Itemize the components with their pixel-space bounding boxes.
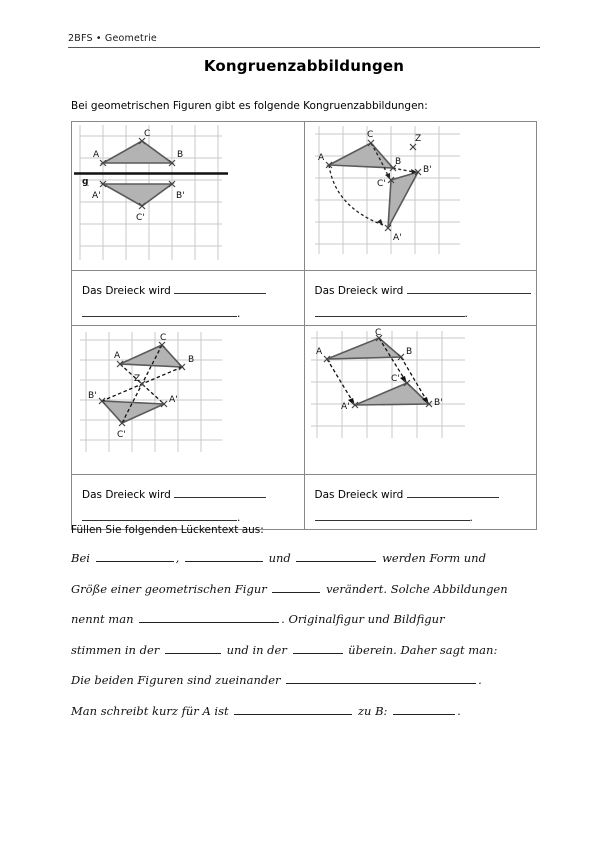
triangle-original — [120, 345, 182, 367]
caption-translation — [305, 475, 537, 529]
gaptext-text: werden Form und — [382, 551, 486, 565]
caption-axis-reflection — [72, 271, 304, 325]
gaptext-text: stimmen in der — [71, 642, 160, 657]
gaptext-text: verändert. Solche Abbildungen — [326, 581, 508, 596]
caption-cell-point-reflection — [72, 475, 305, 530]
label-C-prime: C' — [136, 213, 145, 223]
page-title: Kongruenzabbildungen — [203, 57, 405, 75]
caption-rotation — [305, 271, 537, 325]
figure-cell-translation — [304, 326, 537, 475]
triangle-original — [103, 141, 172, 163]
caption-second-line: . — [315, 508, 537, 529]
gaptext-body — [71, 543, 541, 726]
caption-lead: Das Dreieck wird — [82, 489, 171, 501]
gaptext-text: und in der — [226, 642, 287, 657]
label-B-prime: B' — [176, 191, 185, 201]
gaptext-heading: Füllen Sie folgenden Lückentext aus: — [71, 524, 264, 536]
label-A: A — [315, 347, 322, 357]
label-A-prime: A' — [169, 395, 178, 405]
gaptext-text: nennt man — [71, 612, 134, 626]
label-A-prime: A' — [340, 402, 350, 412]
figure-axis-reflection — [72, 122, 304, 270]
label-A: A — [114, 351, 121, 361]
caption-lead: Das Dreieck wird — [314, 285, 404, 297]
answer-blank[interactable] — [174, 284, 266, 294]
gap-blank-9[interactable] — [234, 704, 352, 714]
label-C: C — [160, 333, 167, 343]
gap-blank-3[interactable] — [296, 552, 376, 562]
label-C-prime: C' — [390, 374, 400, 384]
vertex-labels — [82, 129, 185, 223]
gaptext-text: Bei — [71, 551, 90, 565]
gap-blank-5[interactable] — [139, 613, 279, 623]
gaptext-text: . — [478, 673, 482, 687]
gaptext-line-2 — [71, 574, 541, 605]
answer-blank[interactable] — [407, 488, 499, 498]
label-C: C — [366, 130, 373, 140]
answer-blank[interactable] — [407, 284, 531, 294]
gaptext-text: zu B: — [357, 703, 388, 718]
label-C-prime: C' — [117, 430, 126, 440]
label-B-prime: B' — [422, 165, 432, 175]
gaptext-text: Die beiden Figuren sind zueinander — [71, 673, 281, 687]
gap-blank-2[interactable] — [185, 552, 263, 562]
gaptext-text: . — [457, 703, 461, 718]
label-B: B — [405, 347, 412, 357]
caption-cell-translation — [304, 475, 537, 530]
figure-cell-point-reflection — [72, 326, 305, 475]
gap-blank-6[interactable] — [165, 643, 221, 653]
label-B: B — [394, 157, 401, 167]
gap-blank-8[interactable] — [286, 674, 476, 684]
label-B-prime: B' — [88, 391, 97, 401]
gap-blank-1[interactable] — [96, 552, 174, 562]
figure-translation — [305, 326, 537, 474]
answer-blank[interactable] — [174, 488, 266, 498]
figure-cell-axis-reflection — [72, 122, 305, 271]
gaptext-text: Man schreibt kurz für A ist — [71, 703, 229, 718]
gaptext-text: . Originalfigur und Bildfigur — [281, 612, 445, 626]
point-reflection-drawing — [72, 326, 304, 474]
figure-point-reflection — [72, 326, 304, 474]
grid-lines — [315, 126, 460, 254]
caption-lead: Das Dreieck wird — [314, 489, 404, 501]
gap-blank-4[interactable] — [272, 582, 320, 592]
label-A-prime: A' — [392, 233, 402, 243]
gaptext-line-5 — [71, 665, 541, 696]
page-header — [68, 33, 540, 48]
figure-rotation — [305, 122, 537, 270]
intro-text: Bei geometrischen Figuren gibt es folgende Kongruenzabbildungen: — [71, 100, 428, 112]
caption-second-line: . — [82, 304, 304, 325]
gaptext-text: und — [268, 551, 291, 565]
gaptext-line-6 — [71, 696, 541, 727]
gaptext-text: Größe einer geometrischen Figur — [71, 581, 267, 596]
label-B: B — [188, 355, 195, 365]
figure-cell-rotation — [304, 122, 537, 271]
caption-second-line: . — [82, 508, 304, 529]
caption-point-reflection — [72, 475, 304, 529]
gaptext-line-1 — [71, 543, 541, 574]
label-B: B — [177, 150, 184, 160]
answer-blank[interactable] — [82, 511, 237, 521]
axis-reflection-drawing — [72, 122, 304, 270]
label-Z: Z — [134, 374, 141, 384]
label-C-prime: C' — [376, 179, 386, 189]
gap-blank-10[interactable] — [393, 704, 455, 714]
label-A-prime: A' — [92, 191, 101, 201]
gaptext-text: , — [175, 551, 180, 565]
course-label: 2BFS • Geometrie — [68, 33, 157, 44]
gaptext-line-4 — [71, 635, 541, 666]
triangle-image — [103, 184, 172, 206]
label-C: C — [144, 129, 151, 139]
translation-drawing — [305, 326, 537, 474]
answer-blank[interactable] — [315, 511, 470, 521]
label-B-prime: B' — [433, 398, 443, 408]
caption-second-line: . — [315, 304, 537, 325]
label-A: A — [317, 153, 324, 163]
gap-blank-7[interactable] — [293, 643, 343, 653]
caption-lead: Das Dreieck wird — [82, 285, 171, 297]
gaptext-line-3 — [71, 604, 541, 635]
label-g: g — [82, 177, 89, 187]
label-C: C — [374, 328, 381, 338]
answer-blank[interactable] — [315, 307, 465, 317]
label-Z: Z — [414, 134, 421, 144]
label-A: A — [93, 150, 100, 160]
gaptext-text: überein. Daher sagt man: — [348, 642, 498, 657]
caption-cell-axis-reflection — [72, 271, 305, 326]
answer-blank[interactable] — [82, 307, 237, 317]
rotation-drawing — [305, 122, 537, 270]
caption-cell-rotation — [304, 271, 537, 326]
figures-table — [71, 121, 537, 530]
